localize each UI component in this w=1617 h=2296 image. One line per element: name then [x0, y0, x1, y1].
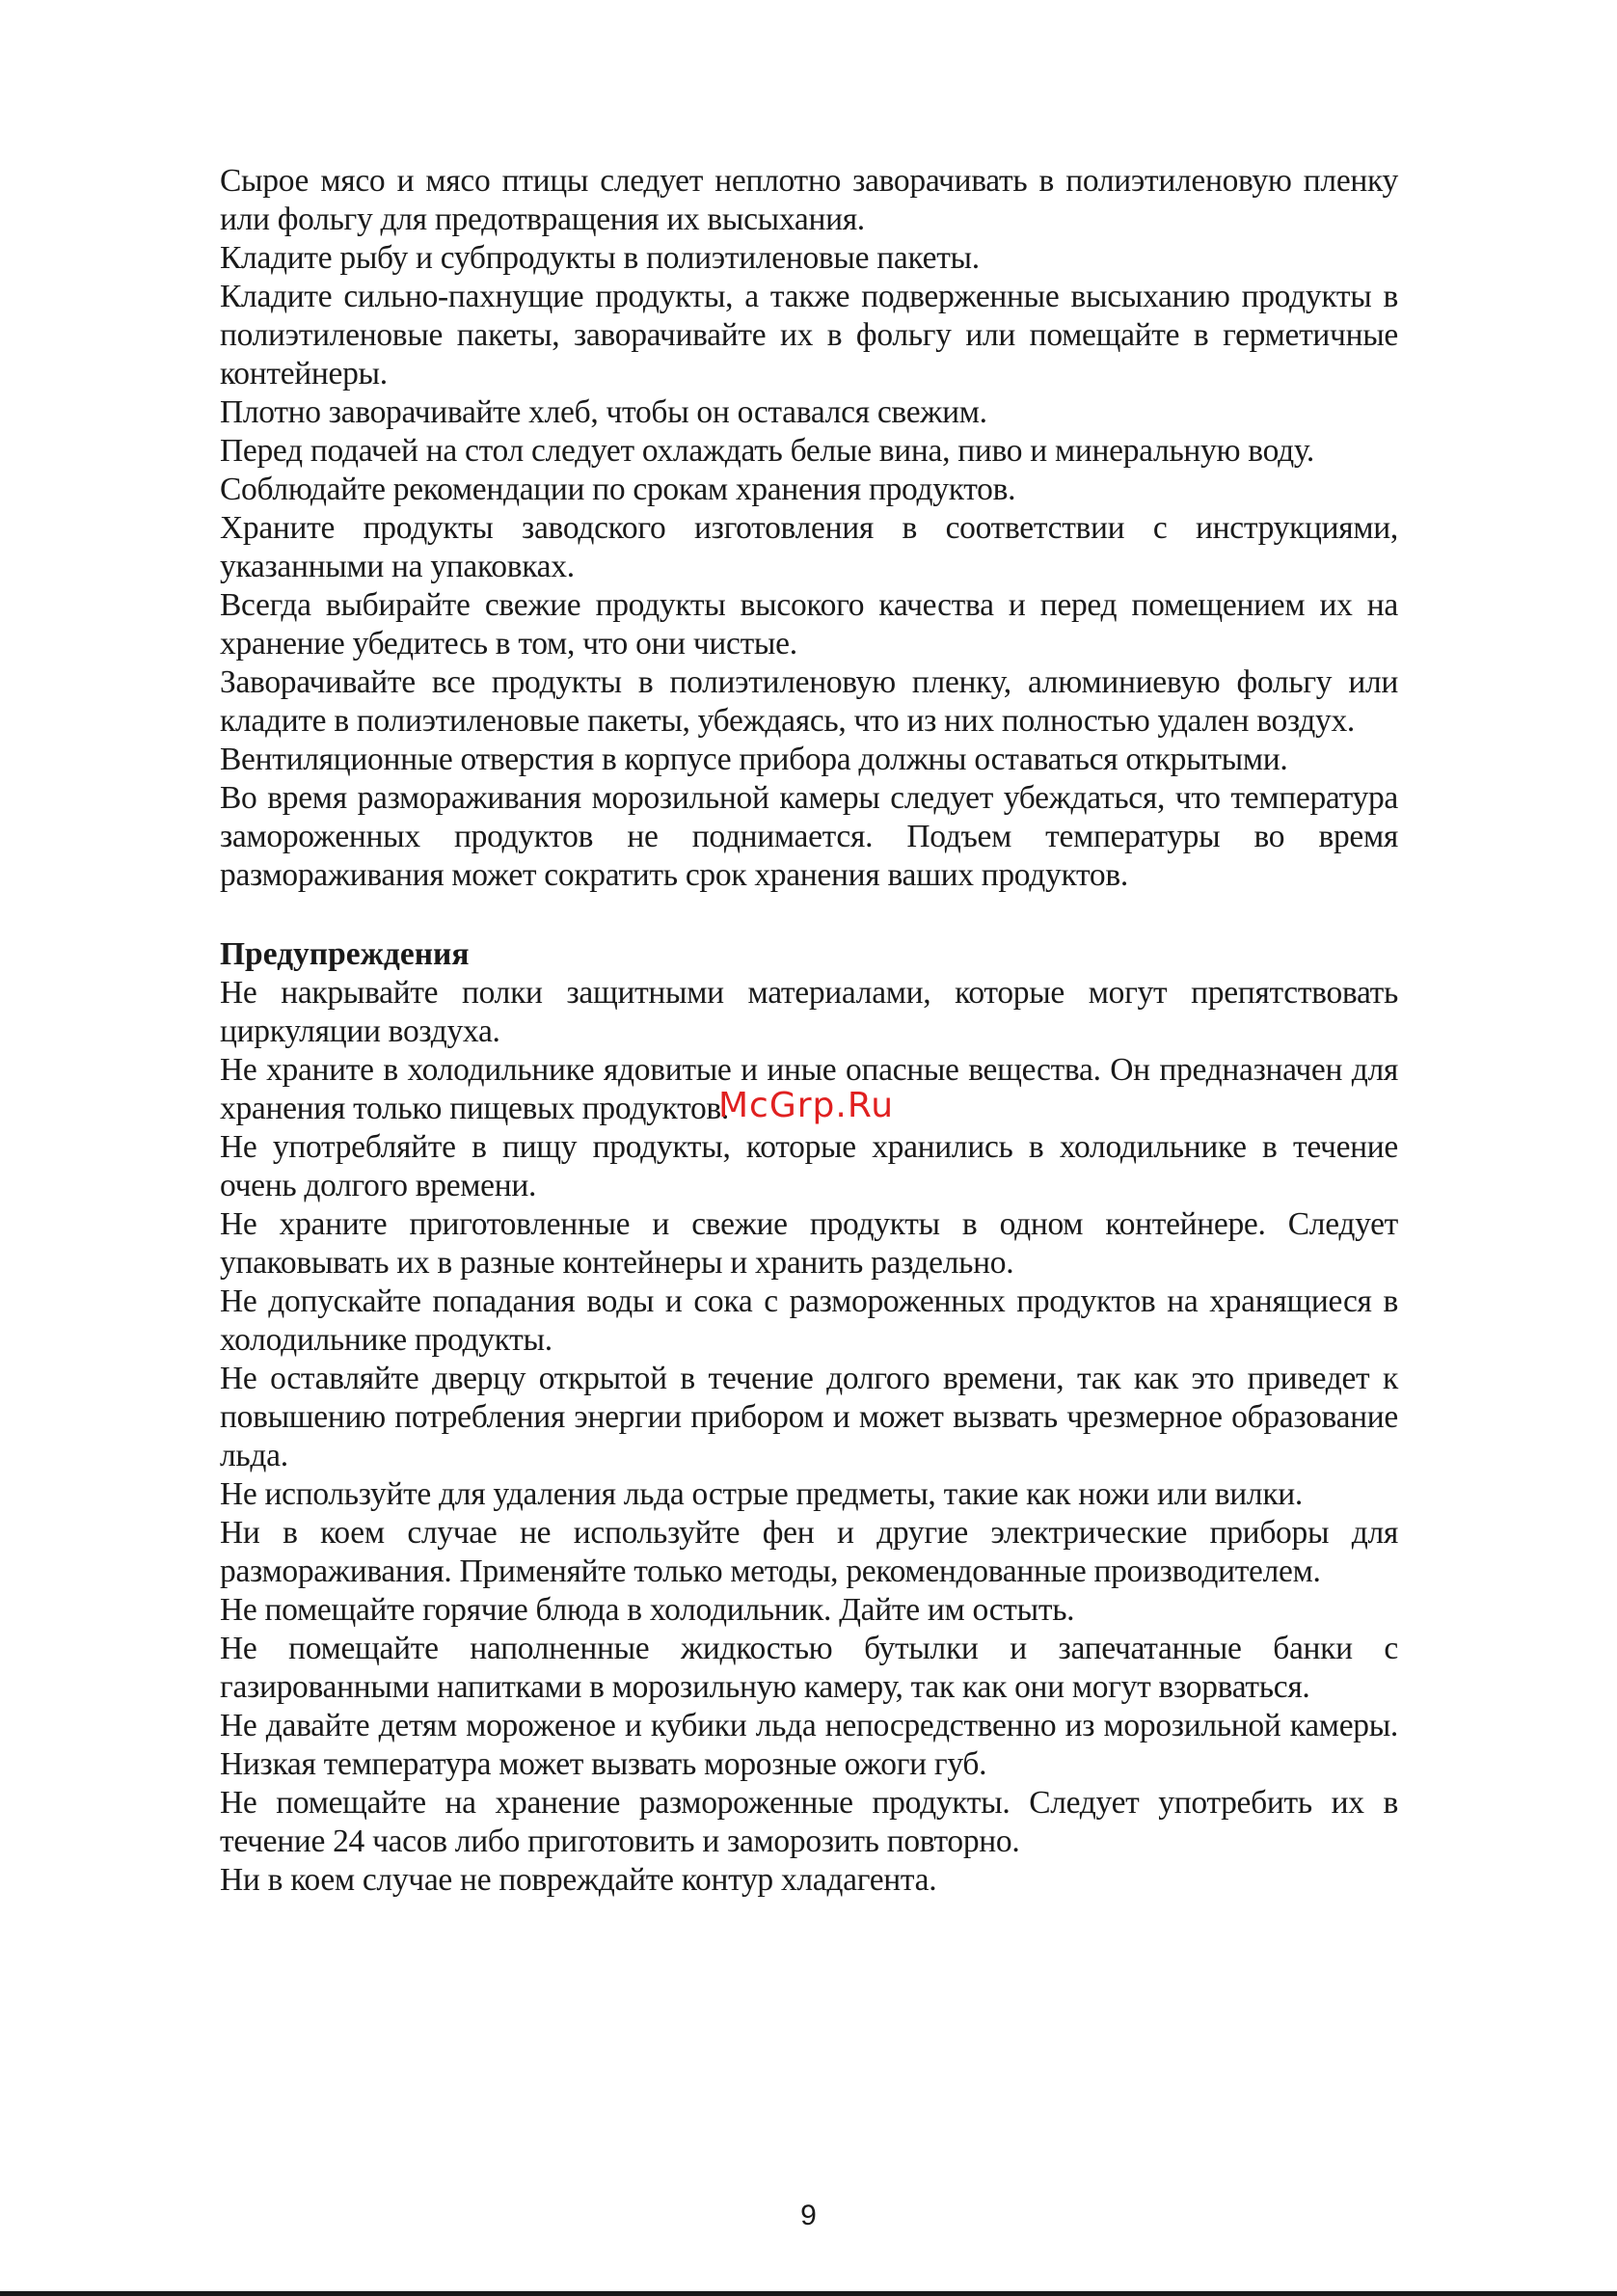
storage-tips-section	[220, 162, 1398, 895]
watermark: McGrp.Ru	[718, 1086, 895, 1125]
paragraph: Не помещайте на хранение размороженные продукты. Следует употребить их в течение 24 часов либо приготовить и заморозить повторно.	[220, 1785, 1398, 1859]
paragraph: Соблюдайте рекомендации по срокам хранения продуктов.	[220, 472, 1016, 507]
paragraph: Не используйте для удаления льда острые предметы, такие как ножи или вилки.	[220, 1476, 1304, 1512]
paragraph: Не храните приготовленные и свежие продукты в одном контейнере. Следует упаковывать их в разные контейнеры и хранить раздельно.	[220, 1206, 1398, 1281]
paragraph: Не накрывайте полки защитными материалами, которые могут препятствовать циркуляции воздуха.	[220, 975, 1398, 1049]
warnings-section	[220, 935, 1398, 1900]
paragraph: Сырое мясо и мясо птицы следует неплотно заворачивать в полиэтиленовую пленку или фольгу для предотвращения их высыхания.	[220, 163, 1398, 237]
paragraph: Не помещайте наполненные жидкостью бутылки и запечатанные банки с газированными напитками в морозильную камеру, так как они могут взорваться.	[220, 1631, 1398, 1705]
page-number: 9	[800, 2200, 817, 2231]
document-body	[220, 162, 1398, 1900]
paragraph: Кладите рыбу и субпродукты в полиэтиленовые пакеты.	[220, 240, 980, 276]
paragraph: Перед подачей на стол следует охлаждать белые вина, пиво и минеральную воду.	[220, 433, 1314, 469]
bottom-divider	[0, 2291, 1617, 2296]
paragraph: Кладите сильно-пахнущие продукты, а также подверженные высыханию продукты в полиэтиленовые пакеты, заворачивайте их в фольгу или помещайте в герметичные контейнеры.	[220, 279, 1398, 392]
paragraph: Не оставляйте дверцу открытой в течение долгого времени, так как это приведет к повышению потребления энергии прибором и может вызвать чрезмерное образование льда.	[220, 1361, 1398, 1473]
paragraph: Не помещайте горячие блюда в холодильник. Дайте им остыть.	[220, 1592, 1075, 1628]
paragraph: Ни в коем случае не повреждайте контур хладагента.	[220, 1862, 937, 1898]
paragraph: Не употребляйте в пищу продукты, которые хранились в холодильнике в течение очень долгого времени.	[220, 1129, 1398, 1203]
paragraph: Заворачивайте все продукты в полиэтиленовую пленку, алюминиевую фольгу или кладите в полиэтиленовые пакеты, убеждаясь, что из них полностью удален воздух.	[220, 664, 1398, 739]
paragraph: Храните продукты заводского изготовления в соответствии с инструкциями, указанными на упаковках.	[220, 510, 1398, 584]
section-spacer	[220, 895, 1398, 935]
paragraph: Ни в коем случае не используйте фен и другие электрические приборы для размораживания. Применяйте только методы, рекомендованные производителем.	[220, 1515, 1398, 1589]
paragraph: Во время размораживания морозильной камеры следует убеждаться, что температура замороженных продуктов не поднимается. Подъем температуры во время размораживания может сократить срок хранения ваших продуктов.	[220, 780, 1398, 893]
paragraph: Не давайте детям мороженое и кубики льда непосредственно из морозильной камеры. Низкая температура может вызвать морозные ожоги губ.	[220, 1708, 1398, 1782]
paragraph: Не допускайте попадания воды и сока с размороженных продуктов на хранящиеся в холодильнике продукты.	[220, 1283, 1398, 1358]
paragraph: Вентиляционные отверстия в корпусе прибора должны оставаться открытыми.	[220, 742, 1288, 777]
paragraph: Плотно заворачивайте хлеб, чтобы он оставался свежим.	[220, 394, 987, 430]
section-heading: Предупреждения	[220, 936, 470, 972]
paragraph: Не храните в холодильнике ядовитые и иные опасные вещества. Он предназначен для хранения только пищевых продуктов.	[220, 1052, 1398, 1126]
paragraph: Всегда выбирайте свежие продукты высокого качества и перед помещением их на хранение убедитесь в том, что они чистые.	[220, 587, 1398, 662]
